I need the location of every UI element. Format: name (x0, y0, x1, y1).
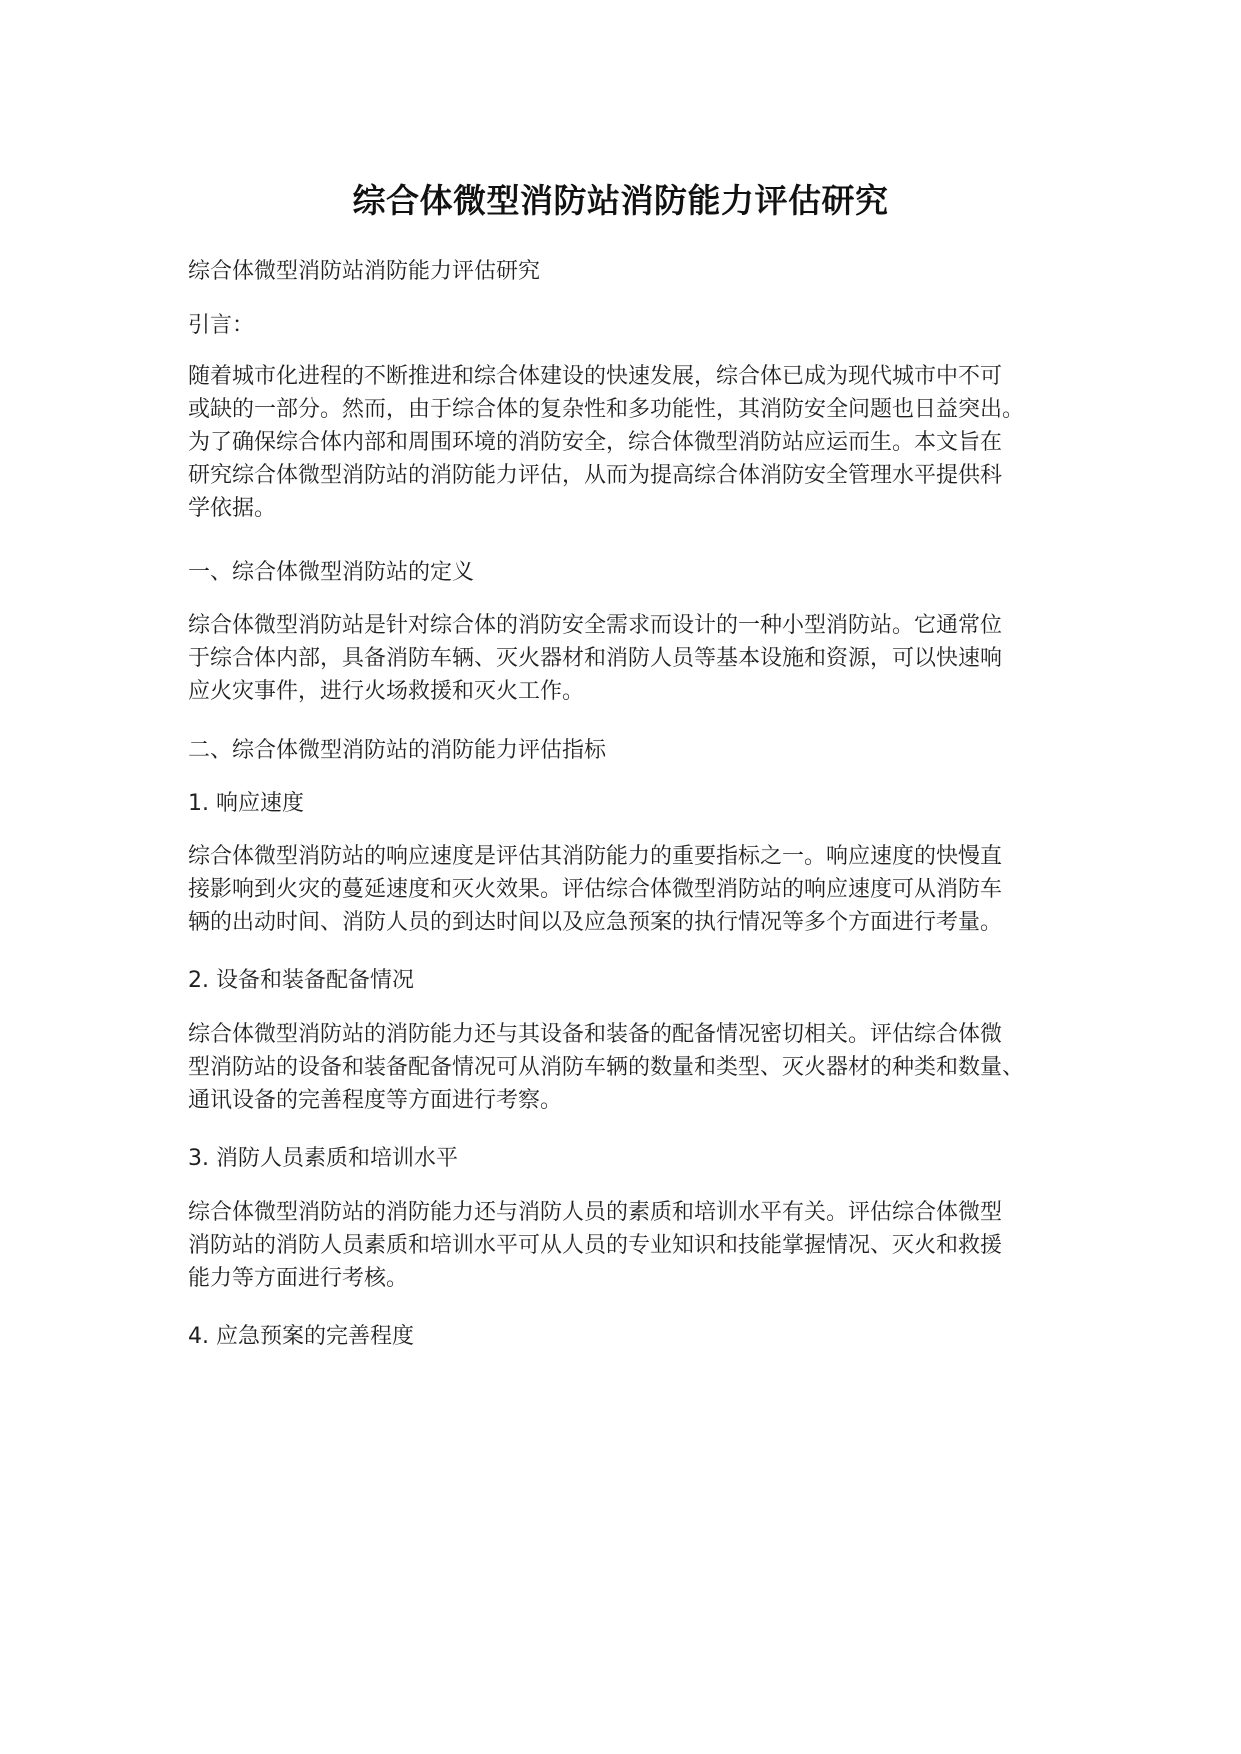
paragraph-line: 综合体微型消防站是针对综合体的消防安全需求而设计的一种小型消防站。它通常位 (188, 613, 1003, 638)
paragraph-line: 学依据。 (188, 496, 277, 521)
section1-heading: 一、综合体微型消防站的定义 (188, 560, 475, 585)
paragraph-line: 于综合体内部，具备消防车辆、灭火器材和消防人员等基本设施和资源，可以快速响 (188, 646, 1003, 671)
document-subtitle: 综合体微型消防站消防能力评估研究 (188, 259, 541, 284)
item2-paragraph (188, 1018, 1068, 1117)
paragraph-line: 随着城市化进程的不断推进和综合体建设的快速发展，综合体已成为现代城市中不可 (188, 364, 1003, 389)
paragraph-line: 接影响到火灾的蔓延速度和灭火效果。评估综合体微型消防站的响应速度可从消防车 (188, 877, 1003, 902)
paragraph-line: 辆的出动时间、消防人员的到达时间以及应急预案的执行情况等多个方面进行考量。 (188, 910, 1003, 935)
intro-heading: 引言： (188, 313, 255, 338)
paragraph-line: 应火灾事件，进行火场救援和灭火工作。 (188, 679, 585, 704)
item4-heading: 4. 应急预案的完善程度 (188, 1324, 414, 1349)
paragraph-line: 能力等方面进行考核。 (188, 1266, 409, 1291)
paragraph-line: 综合体微型消防站的消防能力还与其设备和装备的配备情况密切相关。评估综合体微 (188, 1022, 1003, 1047)
item1-paragraph (188, 840, 1068, 939)
item1-heading: 1. 响应速度 (188, 791, 304, 816)
item2-heading: 2. 设备和装备配备情况 (188, 968, 414, 993)
item3-paragraph (188, 1196, 1068, 1295)
section1-paragraph (188, 609, 1068, 708)
paragraph-line: 型消防站的设备和装备配备情况可从消防车辆的数量和类型、灭火器材的种类和数量、 (188, 1055, 1025, 1080)
paragraph-line: 消防站的消防人员素质和培训水平可从人员的专业知识和技能掌握情况、灭火和救援 (188, 1233, 1003, 1258)
item3-heading: 3. 消防人员素质和培训水平 (188, 1146, 458, 1171)
intro-paragraph (188, 360, 1068, 525)
paragraph-line: 综合体微型消防站的消防能力还与消防人员的素质和培训水平有关。评估综合体微型 (188, 1200, 1003, 1225)
paragraph-line: 或缺的一部分。然而，由于综合体的复杂性和多功能性，其消防安全问题也日益突出。 (188, 397, 1025, 422)
paragraph-line: 为了确保综合体内部和周围环境的消防安全，综合体微型消防站应运而生。本文旨在 (188, 430, 1003, 455)
section2-heading: 二、综合体微型消防站的消防能力评估指标 (188, 738, 607, 763)
document-title: 综合体微型消防站消防能力评估研究 (352, 181, 889, 220)
paragraph-line: 通讯设备的完善程度等方面进行考察。 (188, 1088, 563, 1113)
paragraph-line: 综合体微型消防站的响应速度是评估其消防能力的重要指标之一。响应速度的快慢直 (188, 844, 1003, 869)
paragraph-line: 研究综合体微型消防站的消防能力评估，从而为提高综合体消防安全管理水平提供科 (188, 463, 1003, 488)
